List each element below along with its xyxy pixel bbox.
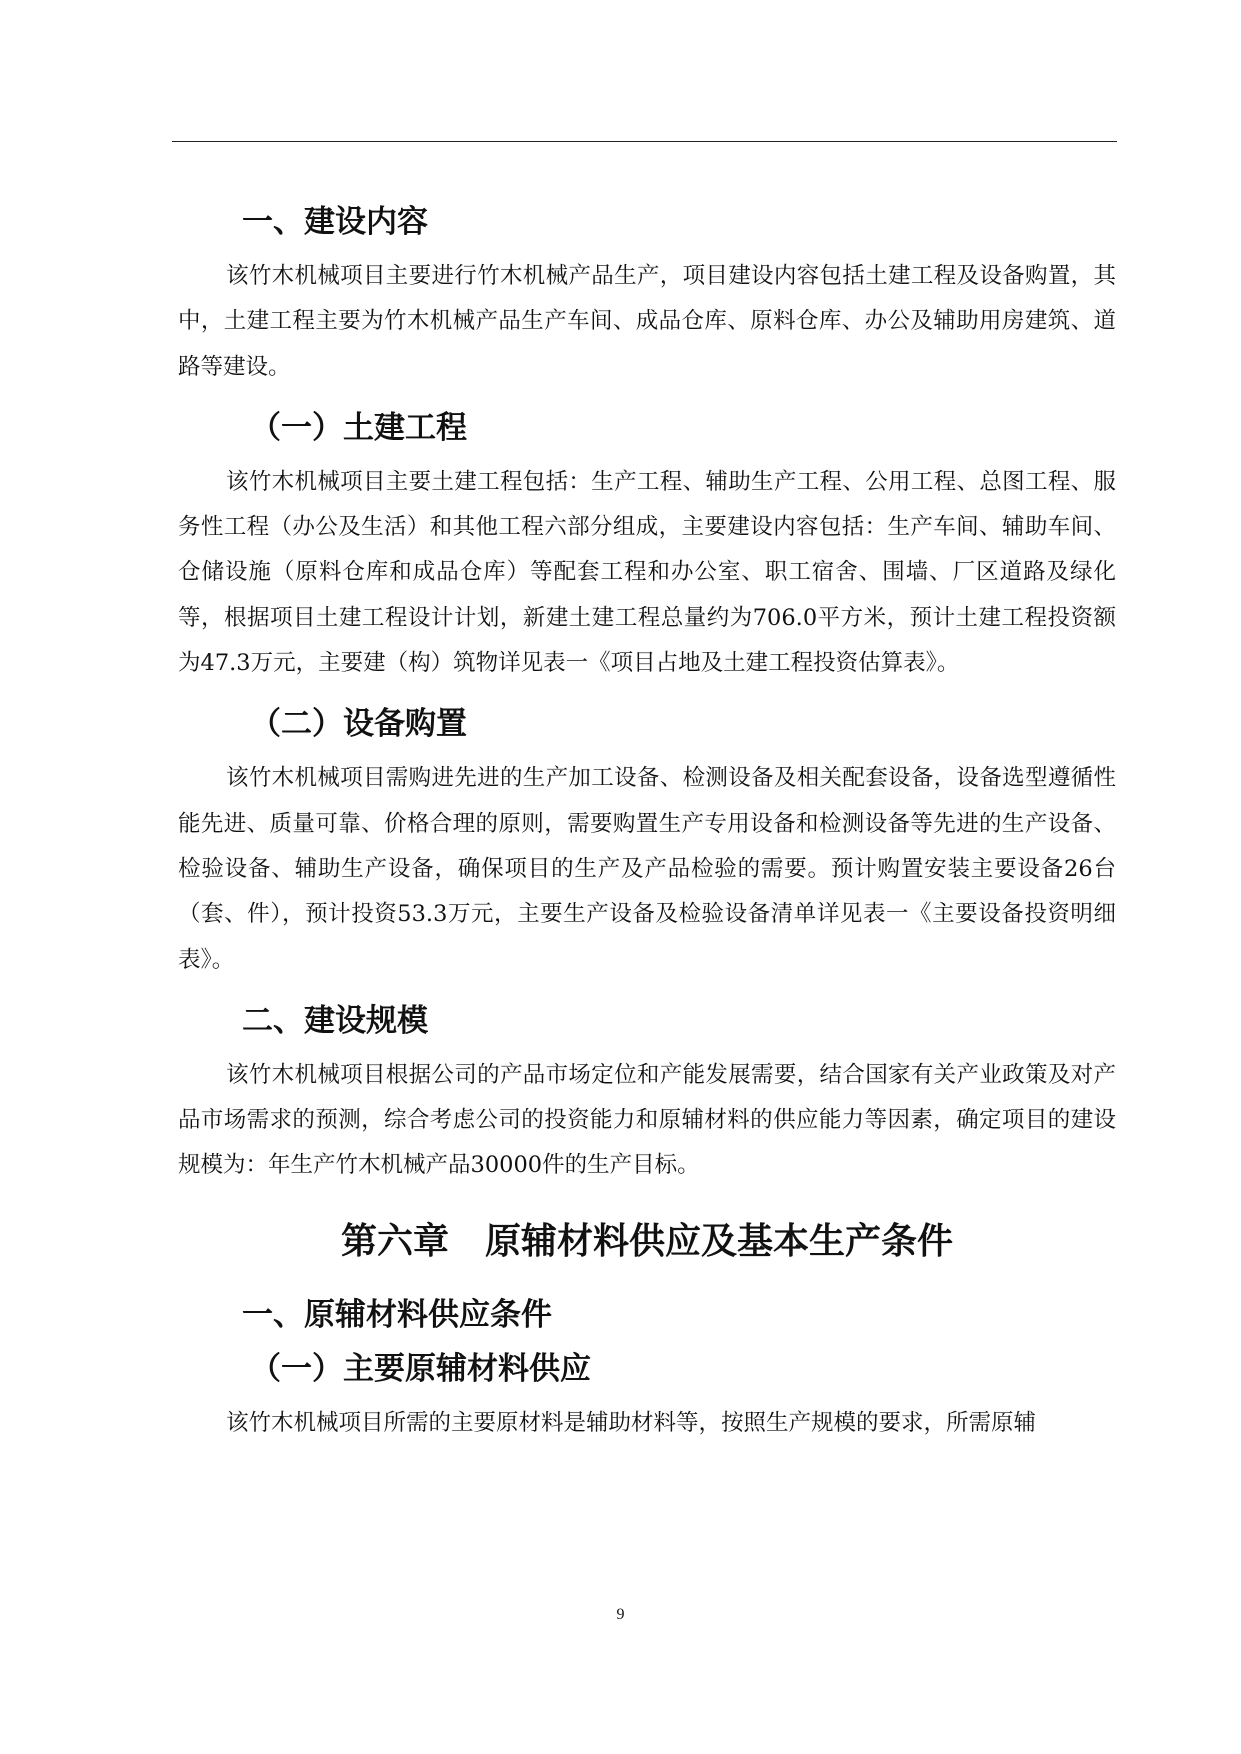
paragraph-construction-content: 该竹木机械项目主要进行竹木机械产品生产，项目建设内容包括土建工程及设备购置，其中，土建工程主要为竹木机械产品生产车间、成品仓库、原料仓库、办公及辅助用房建筑、道路等建设。 (178, 263, 1116, 380)
heading-equipment-purchase: （二）设备购置 (250, 706, 467, 743)
chapter-title: 第六章 原辅材料供应及基本生产条件 (340, 1220, 953, 1262)
paragraph-construction-scale: 该竹木机械项目根据公司的产品市场定位和产能发展需要，结合国家有关产业政策及对产品市场需求的预测，综合考虑公司的投资能力和原辅材料的供应能力等因素，确定项目的建设规模为：年生产竹木机械产品30000件的生产目标。 (178, 1061, 1116, 1179)
paragraph-main-material-supply: 该竹木机械项目所需的主要原材料是辅助材料等，按照生产规模的要求，所需原辅 (226, 1409, 1037, 1436)
heading-main-material-supply: （一）主要原辅材料供应 (250, 1350, 591, 1387)
document-body (178, 200, 1116, 1462)
heading-construction-scale: 二、建设规模 (242, 1002, 428, 1039)
paragraph-civil-works: 该竹木机械项目主要土建工程包括：生产工程、辅助生产工程、公用工程、总图工程、服务性工程（办公及生活）和其他工程六部分组成，主要建设内容包括：生产车间、辅助车间、仓储设施（原料仓库和成品仓库）等配套工程和办公室、职工宿舍、围墙、厂区道路及绿化等，根据项目土建工程设计计划，新建土建工程总量约为706.0平方米，预计土建工程投资额为47.3万元，主要建（构）筑物详见表一《项目占地及土建工程投资估算表》。 (178, 468, 1116, 677)
page-number: 9 (616, 1606, 625, 1623)
heading-civil-works: （一）土建工程 (250, 409, 467, 446)
heading-construction-content: 一、建设内容 (242, 204, 428, 240)
heading-material-supply-conditions: 一、原辅材料供应条件 (242, 1296, 552, 1333)
header-rule (172, 141, 1117, 142)
paragraph-equipment-purchase: 该竹木机械项目需购进先进的生产加工设备、检测设备及相关配套设备，设备选型遵循性能先进、质量可靠、价格合理的原则，需要购置生产专用设备和检测设备等先进的生产设备、检验设备、辅助生产设备，确保项目的生产及产品检验的需要。预计购置安装主要设备26台（套、件），预计投资53.3万元，主要生产设备及检验设备清单详见表一《主要设备投资明细表》。 (178, 765, 1116, 973)
